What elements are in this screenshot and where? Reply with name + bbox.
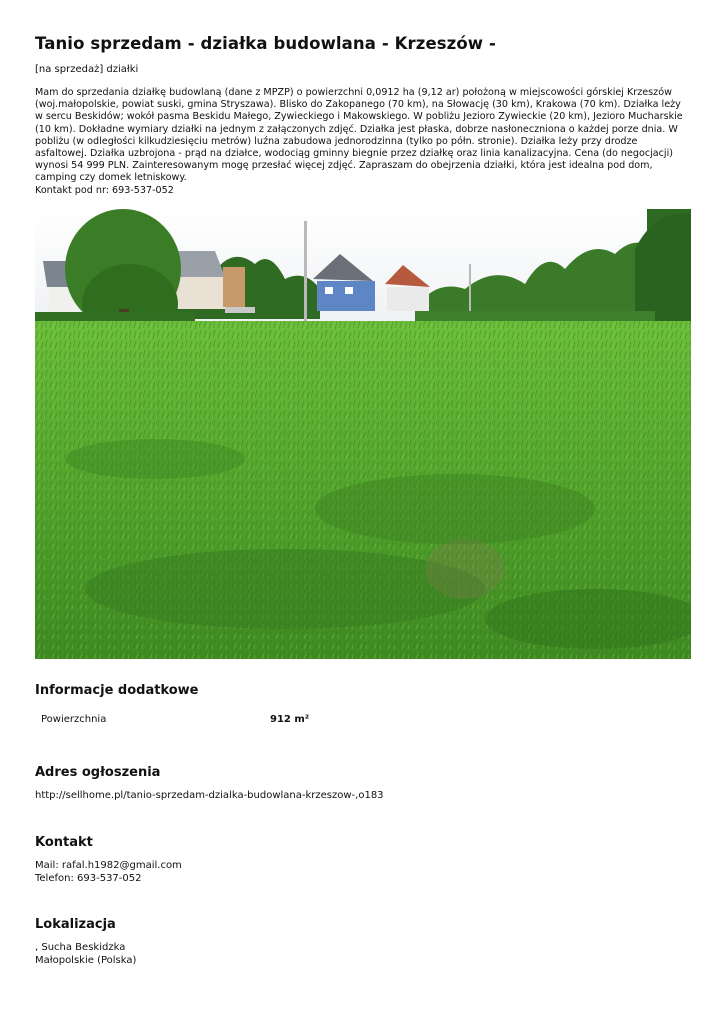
location-city: , Sucha Beskidzka	[35, 942, 126, 953]
description-paragraph: Mam do sprzedania działkę budowlaną (dane z MPZP) o powierzchni 0,0912 ha (9,12 ar) położoną w miejscowości górskiej Krzeszów (woj.małopolskie, powiat suski, gmina Stryszawa). Blisko do Zakopanego (70 km), na Słowację (30 km), Krakowa (70 km). Działka leży w sercu Beskidów; wokół pasma Beskidu Małego, Zywieckiego i Makowskiego. W pobliżu Jezioro Zywieckie (20 km), Jezioro Mucharskie (10 km). Dokładne wymiary działki na jednym z załączonych zdjęć. Działka jest płaska, dobrze nasłoneczniona o każdej porze dnia. W pobliżu (w odległości kilkudziesięciu metrów) luźna zabudowa jednorodzinna (tylko po półn. stronie). Działka leży przy drodze asfaltowej. Działka uzbrojona - prąd na działce, wodociąg gminny biegnie przez działkę oraz linia kanalizacyjna. Cena (do negocjacji) wynosi 54 999 PLN. Zainteresowanym mogę przesłać więcej zdjęć. Zapraszam do obejrzenia działki, która jest idealna pod dom, camping czy domek letniskowy.	[35, 87, 683, 184]
info-value: 912 m²	[270, 714, 310, 725]
listing-url-link[interactable]: http://sellhome.pl/tanio-sprzedam-dzialka-budowlana-krzeszow-,o183	[35, 790, 384, 801]
description-contact-line: Kontakt pod nr: 693-537-052	[35, 184, 174, 196]
page-title: Tanio sprzedam - działka budowlana - Krzeszów -	[35, 34, 496, 53]
contact-heading: Kontakt	[35, 835, 93, 850]
info-label: Powierzchnia	[41, 714, 107, 725]
contact-details	[35, 860, 182, 885]
address-heading: Adres ogłoszenia	[35, 765, 161, 780]
contact-mail[interactable]: Mail: rafal.h1982@gmail.com	[35, 860, 182, 871]
listing-description	[35, 87, 691, 197]
plot-photo	[35, 209, 691, 659]
location-details	[35, 942, 136, 967]
location-heading: Lokalizacja	[35, 917, 116, 932]
contact-phone: Telefon: 693-537-052	[35, 872, 142, 884]
listing-category: [na sprzedaż] działki	[35, 64, 139, 75]
info-heading: Informacje dodatkowe	[35, 683, 199, 698]
location-region: Małopolskie (Polska)	[35, 954, 137, 966]
